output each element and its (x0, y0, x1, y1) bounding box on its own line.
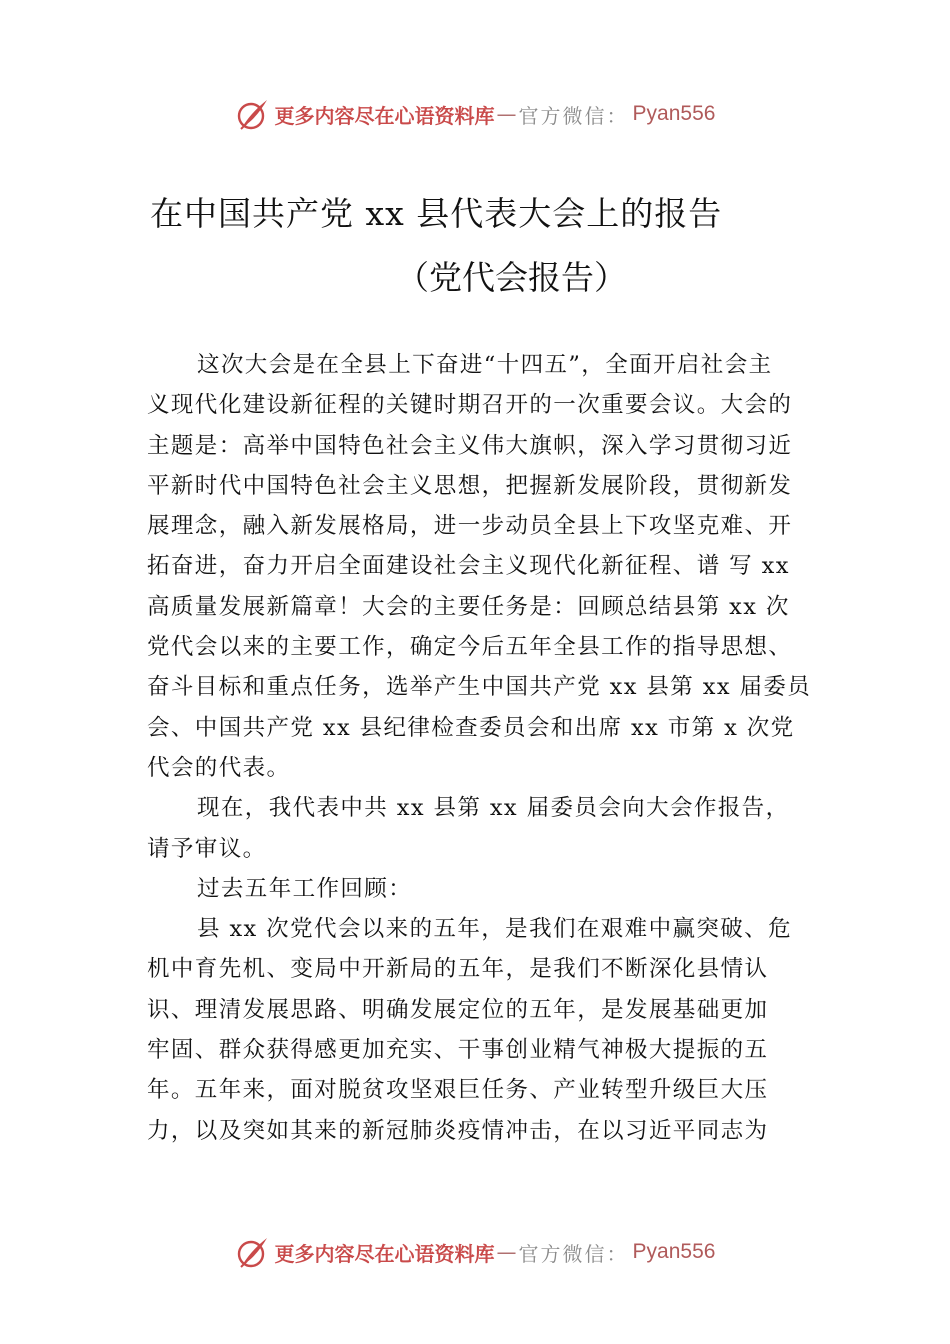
body-line: 主题是：高举中国特色社会主义伟大旗帜，深入学习贯彻习近 (147, 432, 793, 459)
body-line: 现在，我代表中共 xx 县第 xx 届委员会向大会作报告， (197, 795, 790, 822)
banner-wechat-id: Pyan556 (632, 1240, 716, 1263)
banner-wechat-id: Pyan556 (632, 102, 716, 125)
banner-brand-text: 更多内容尽在心语资料库 (274, 103, 495, 128)
body-line: 展理念，融入新发展格局，进一步动员全县上下攻坚克难、开 (147, 513, 793, 540)
body-line: 代会的代表。 (147, 754, 291, 781)
banner-brand-text: 更多内容尽在心语资料库 (274, 1241, 495, 1266)
banner-separator: — (496, 102, 517, 126)
document-title: 在中国共产党 xx 县代表大会上的报告 (150, 194, 723, 233)
document-subtitle: （党代会报告） (396, 258, 627, 297)
quill-logo-icon (235, 96, 271, 132)
quill-logo-icon (235, 1234, 271, 1270)
body-line: 奋斗目标和重点任务，选举产生中国共产党 xx 县第 xx 届委员 (147, 674, 812, 701)
body-line: 这次大会是在全县上下奋进“十四五”，全面开启社会主 (197, 352, 773, 378)
banner-separator: — (496, 1240, 517, 1264)
body-line: 机中育先机、变局中开新局的五年，是我们不断深化县情认 (147, 956, 769, 983)
header-banner (0, 94, 950, 134)
body-line: 力，以及突如其来的新冠肺炎疫情冲击，在以习近平同志为 (147, 1117, 769, 1144)
body-line: 年。五年来，面对脱贫攻坚艰巨任务、产业转型升级巨大压 (147, 1077, 769, 1104)
body-line: 高质量发展新篇章！大会的主要任务是：回顾总结县第 xx 次 (147, 593, 790, 620)
banner-wechat-label: 官方微信： (518, 1241, 629, 1266)
body-line: 识、理清发展思路、明确发展定位的五年，是发展基础更加 (147, 996, 769, 1023)
document-body (147, 345, 815, 1151)
banner-wechat-label: 官方微信： (518, 103, 629, 128)
body-line: 平新时代中国特色社会主义思想，把握新发展阶段，贯彻新发 (147, 472, 793, 499)
body-line: 县 xx 次党代会以来的五年，是我们在艰难中赢突破、危 (197, 916, 792, 943)
body-line: 拓奋进，奋力开启全面建设社会主义现代化新征程、谱 写 xx (147, 553, 790, 580)
footer-banner (0, 1232, 950, 1272)
body-line: 党代会以来的主要工作，确定今后五年全县工作的指导思想、 (147, 634, 793, 661)
body-line: 请予审议。 (147, 835, 267, 862)
body-line: 义现代化建设新征程的关键时期召开的一次重要会议。大会的 (147, 392, 793, 419)
section-heading: 过去五年工作回顾： (197, 875, 413, 902)
body-line: 牢固、群众获得感更加充实、干事创业精气神极大提振的五 (147, 1037, 769, 1064)
body-line: 会、中国共产党 xx 县纪律检查委员会和出席 xx 市第 x 次党 (147, 714, 795, 741)
